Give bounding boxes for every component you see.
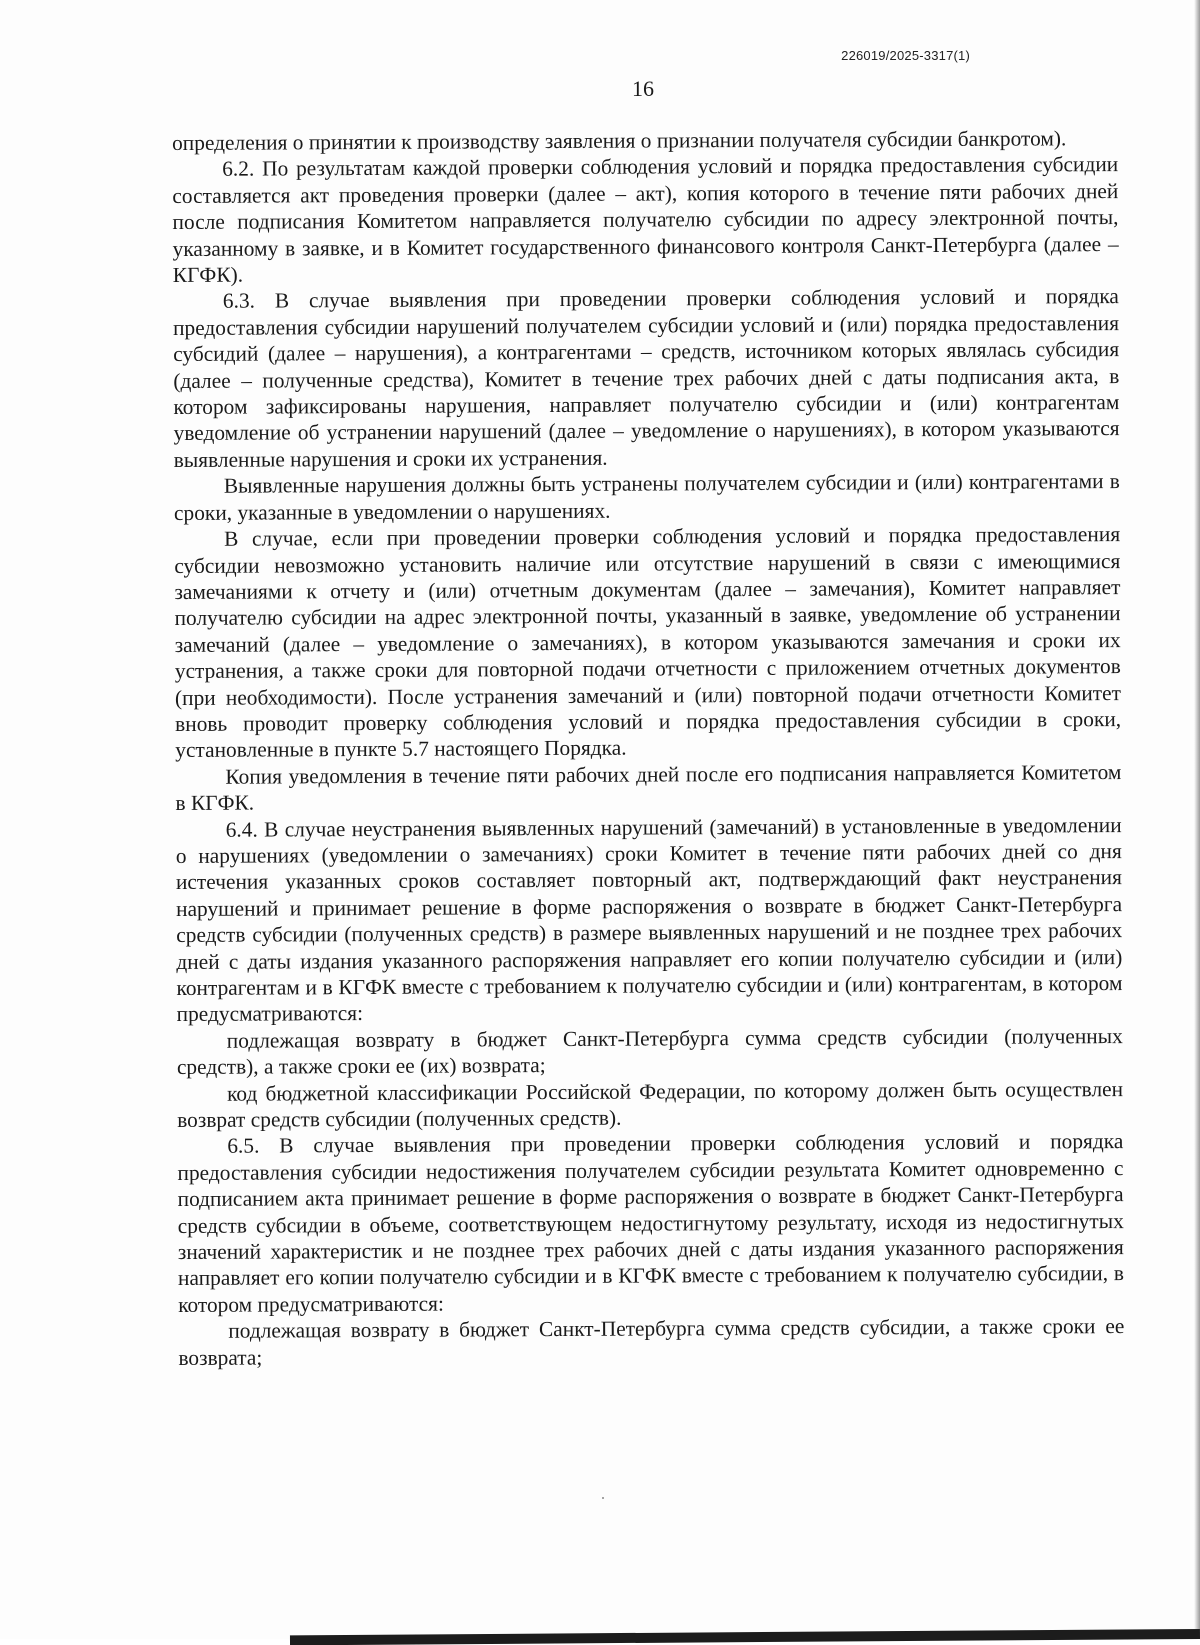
paragraph-remarks: В случае, если при проведении проверки соблюдения условий и порядка предоставления субсидии невозможно установить наличие или отсутствие нарушений в связи с имеющимися замечаниями к отчету и (или) отчетным документам (далее – замечания), Комитет направляет получателю субсидии на адрес электронной почты, указанный в заявке, уведомление об устранении замечаний (далее – уведомление о замечаниях), в котором указываются замечания и сроки их устранения, а также сроки для повторной подачи отчетности с приложением отчетных документов (при необходимости). После устранения замечаний и (или) повторной подачи отчетности Комитет вновь проводит проверку соблюдения условий и порядка предоставления субсидии в сроки, установленные в пункте 5.7 настоящего Порядка. <box>174 522 1122 763</box>
paragraph-6-2: 6.2. По результатам каждой проверки соблюдения условий и порядка предоставления субсидии составляется акт проведения проверки (далее – акт), копия которого в течение пяти рабочих дней после подписания Комитетом направляется получателю субсидии по адресу электронной почты, указанному в заявке, и в Комитет государственного финансового контроля Санкт-Петербурга (далее – КГФК). <box>172 152 1119 288</box>
document-registration-number: 226019/2025-3317(1) <box>841 48 970 63</box>
paragraph-6-3: 6.3. В случае выявления при проведении проверки соблюдения условий и порядка предоставления субсидии нарушений получателем субсидии условий и (или) порядка предоставления субсидий (далее – нарушения), а контрагентами – средств, источником которых являлась субсидия (далее – полученные средства), Комитет в течение трех рабочих дней с даты подписания акта, в котором зафиксированы нарушения, направляет получателю субсидии и (или) контрагентам уведомление об устранении нарушений (далее – уведомление о нарушениях), в котором указываются выявленные нарушения и сроки их устранения. <box>172 284 1120 472</box>
scan-speck <box>602 1497 604 1499</box>
list-item-budget-code: код бюджетной классификации Российской Федерации, по которому должен быть осуществлен возврат средств субсидии (полученных средств). <box>177 1076 1124 1133</box>
list-item-refund-amount-2: подлежащая возврату в бюджет Санкт-Петербурга сумма средств субсидии, а также сроки ее возврата; <box>178 1314 1125 1370</box>
list-item-refund-amount: подлежащая возврату в бюджет Санкт-Петербурга сумма средств субсидии (полученных средств), а также сроки ее (их) возврата; <box>176 1023 1123 1080</box>
paragraph-continuation: определения о принятии к производству заявления о признании получателя субсидии банкротом). <box>172 126 1067 155</box>
document-body <box>172 125 1124 1371</box>
page-number: 16 <box>632 76 654 101</box>
scan-edge-right <box>1194 0 1200 1639</box>
paragraph-6-5: 6.5. В случае выявления при проведении проверки соблюдения условий и порядка предоставления субсидии недостижения получателем субсидии результата Комитет одновременно с подписанием акта принимает решение в форме распоряжения о возврате в бюджет Санкт-Петербурга средств субсидии в объеме, соответствующем недостигнутому результату, исходя из недостигнутых значений характеристик и не позднее трех рабочих дней с даты издания указанного распоряжения направляет его копии получателю субсидии и в КГФК вместе с требованием к получателю субсидии, в котором предусматриваются: <box>177 1129 1125 1317</box>
scan-edge-bottom <box>290 1629 1200 1645</box>
paragraph-notice-copy: Копия уведомления в течение пяти рабочих дней после его подписания направляется Комитетом в КГФК. <box>175 759 1122 816</box>
paragraph-6-4: 6.4. В случае неустранения выявленных нарушений (замечаний) в установленные в уведомлении о нарушениях (уведомлении о замечаниях) сроки Комитет в течение пяти рабочих дней со дня истечения указанных сроков составляет повторный акт, подтверждающий факт неустранения нарушений и принимает решение в форме распоряжения о возврате в бюджет Санкт-Петербурга средств субсидии (полученных средств) в размере выявленных нарушений и не позднее трех рабочих дней с даты издания указанного распоряжения направляет его копии получателю субсидии и (или) контрагентам и в КГФК вместе с требованием к получателю субсидии и (или) контрагентам, в котором предусматриваются: <box>175 812 1123 1027</box>
paragraph-violations-elimination: Выявленные нарушения должны быть устранены получателем субсидии и (или) контрагентами в сроки, указанные в уведомлении о нарушениях. <box>173 469 1120 525</box>
